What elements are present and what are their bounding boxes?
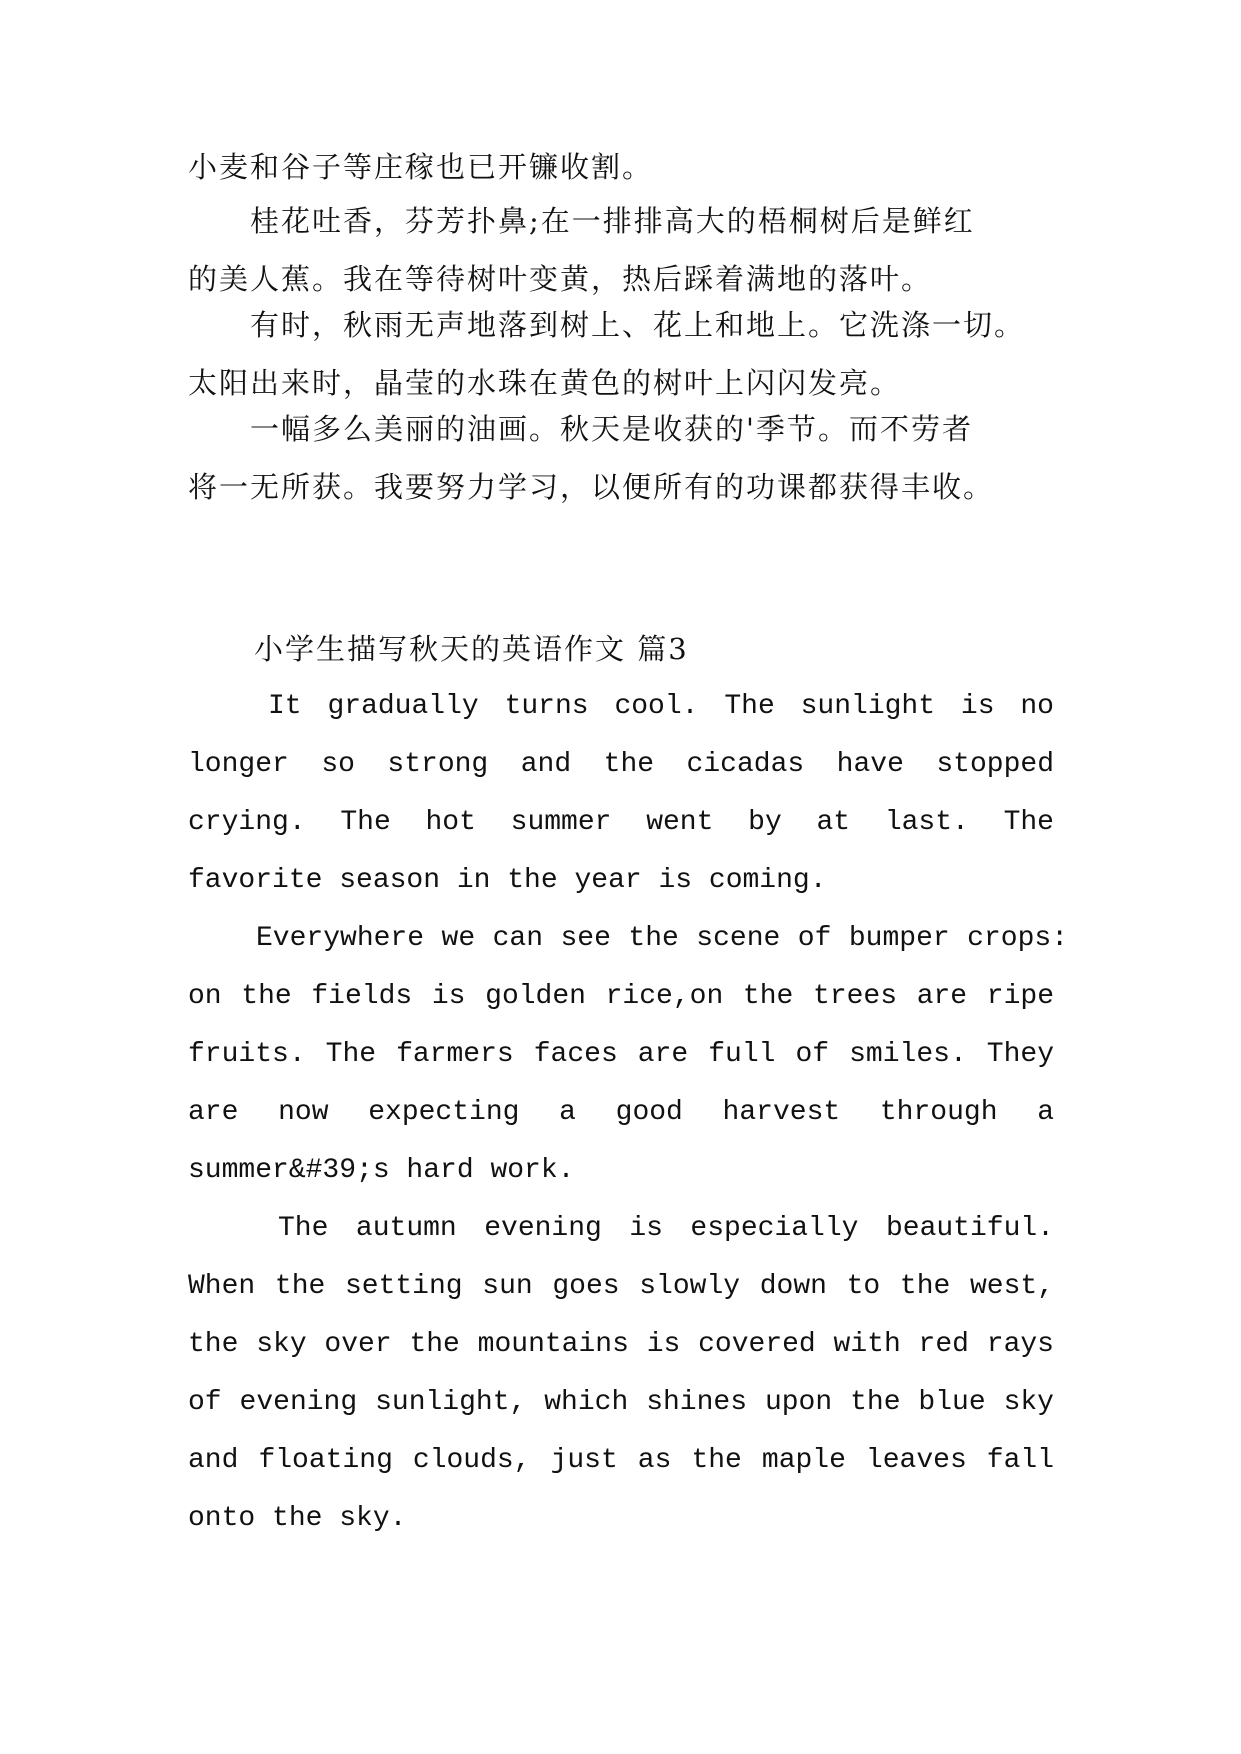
text-line: are now expecting a good harvest through a xyxy=(188,1097,1054,1128)
text-line: 桂花吐香，芬芳扑鼻;在一排排高大的梧桐树后是鲜红 xyxy=(188,204,975,238)
chinese-paragraph-1 xyxy=(188,138,1058,196)
chinese-paragraph-4 xyxy=(188,400,1058,516)
text-line: and floating clouds, just as the maple leaves fall xyxy=(188,1445,1054,1476)
text-line: fruits. The farmers faces are full of smiles. They xyxy=(188,1039,1054,1070)
text-line: When the setting sun goes slowly down to the west, xyxy=(188,1271,1054,1302)
section-heading: 小学生描写秋天的英语作文 篇3 xyxy=(254,632,689,666)
text-line: It gradually turns cool. The sunlight is no xyxy=(268,691,1054,722)
text-line: 一幅多么美丽的油画。秋天是收获的'季节。而不劳者 xyxy=(188,412,973,446)
chinese-paragraph-2 xyxy=(188,192,1058,308)
text-line: summer&#39;s hard work. xyxy=(188,1155,575,1186)
text-line: on the fields is golden rice,on the trees are ripe xyxy=(188,981,1054,1012)
text-line: 将一无所获。我要努力学习，以便所有的功课都获得丰收。 xyxy=(188,470,995,504)
text-line: of evening sunlight, which shines upon the blue sky xyxy=(188,1387,1054,1418)
text-line: 小麦和谷子等庄稼也已开镰收割。 xyxy=(188,150,654,184)
english-paragraph-1 xyxy=(188,678,1054,910)
text-line: 的美人蕉。我在等待树叶变黄，热后踩着满地的落叶。 xyxy=(188,262,933,296)
text-line: longer so strong and the cicadas have stopped xyxy=(188,749,1054,780)
text-line: 太阳出来时，晶莹的水珠在黄色的树叶上闪闪发亮。 xyxy=(188,366,902,400)
text-line: crying. The hot summer went by at last. The xyxy=(188,807,1054,838)
text-line: Everywhere we can see the scene of bumper crops: xyxy=(256,923,1068,954)
chinese-paragraph-3 xyxy=(188,296,1058,412)
text-line: favorite season in the year is coming. xyxy=(188,865,827,896)
english-paragraph-3 xyxy=(188,1200,1054,1548)
text-line: The autumn evening is especially beautiful. xyxy=(278,1213,1054,1244)
text-line: 有时，秋雨无声地落到树上、花上和地上。它洗涤一切。 xyxy=(188,308,1026,342)
english-paragraph-2 xyxy=(188,910,1068,1200)
text-line: the sky over the mountains is covered with red rays xyxy=(188,1329,1054,1360)
text-line: onto the sky. xyxy=(188,1503,407,1534)
